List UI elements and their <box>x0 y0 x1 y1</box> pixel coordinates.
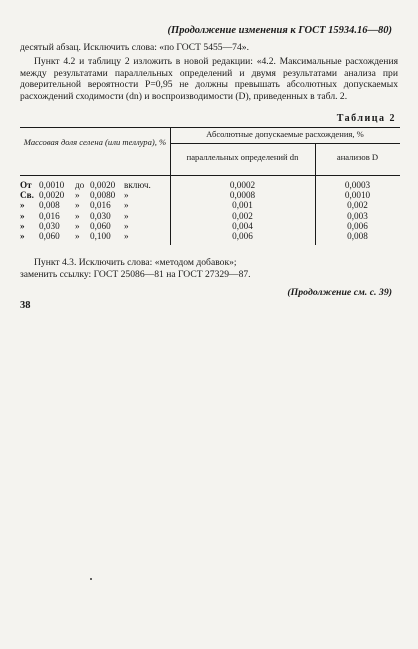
range-from: 0,0010 <box>39 180 65 190</box>
dn-cell: 0,004 <box>232 220 253 231</box>
tolerance-table <box>20 127 400 245</box>
table-row <box>20 231 400 241</box>
col-header-parallel: параллельных определений dn <box>186 152 299 162</box>
range-from: 0,008 <box>39 200 60 211</box>
range-from: 0,016 <box>39 210 60 221</box>
range-to: 0,0020 <box>90 180 116 190</box>
table-body <box>20 180 400 241</box>
range-mid: » <box>75 200 80 211</box>
range-mid: » <box>75 230 80 241</box>
d-cell: 0,003 <box>347 210 368 221</box>
table-row <box>20 211 400 221</box>
paragraph-2: Пункт 4.2 и таблицу 2 изложить в новой редакции: «4.2. Максимальные расхождения между результатами параллельных определений и двумя результатами анализа при доверительной вероятности Р=0,95 не должны превышать абсолютных допускаемых расхождений сходимости (dn) и воспроизводимости (D), приведенных в табл. 2. <box>20 56 398 102</box>
range-from: 0,060 <box>39 230 60 241</box>
dn-cell: 0,0002 <box>229 180 256 190</box>
range-cell <box>20 180 170 190</box>
range-prefix: » <box>20 200 25 211</box>
range-mid: » <box>75 190 80 201</box>
range-from: 0,030 <box>39 220 60 231</box>
range-to: 0,0080 <box>90 190 116 201</box>
d-cell: 0,008 <box>347 230 368 241</box>
col-header-analyses: анализов D <box>336 152 379 162</box>
range-mid: » <box>75 210 80 221</box>
range-prefix: Св. <box>20 190 34 201</box>
header-note: (Продолжение изменения к ГОСТ 15934.16—80) <box>167 25 392 36</box>
table-row <box>20 200 400 210</box>
range-to: 0,060 <box>90 220 111 231</box>
d-cell: 0,0010 <box>344 190 371 201</box>
range-mid: » <box>75 220 80 231</box>
range-cell <box>20 231 170 241</box>
paragraph-3: Пункт 4.3. Исключить слова: «методом добавок»; <box>34 257 237 268</box>
range-suffix: » <box>124 220 129 231</box>
range-to: 0,016 <box>90 200 111 211</box>
continuation-note: (Продолжение см. с. 39) <box>287 287 392 298</box>
dn-cell: 0,006 <box>232 230 253 241</box>
dn-cell: 0,001 <box>232 200 253 211</box>
range-suffix: включ. <box>124 180 151 190</box>
paragraph-1: десятый абзац. Исключить слова: «по ГОСТ 5455—74». <box>20 42 249 53</box>
range-mid: до <box>75 180 85 190</box>
range-to: 0,030 <box>90 210 111 221</box>
range-cell <box>20 190 170 200</box>
range-suffix: » <box>124 230 129 241</box>
table-row <box>20 221 400 231</box>
range-suffix: » <box>124 210 129 221</box>
range-from: 0,0020 <box>39 190 65 201</box>
dn-cell: 0,0008 <box>229 190 256 201</box>
table-top-rule <box>20 127 400 128</box>
d-cell: 0,002 <box>347 200 368 211</box>
range-prefix: » <box>20 230 25 241</box>
table-row <box>20 190 400 200</box>
range-to: 0,100 <box>90 230 111 241</box>
table-group-rule <box>170 143 400 144</box>
range-prefix: От <box>20 180 32 190</box>
d-cell: 0,006 <box>347 220 368 231</box>
dn-cell: 0,002 <box>232 210 253 221</box>
paragraph-4: заменить ссылку: ГОСТ 25086—81 на ГОСТ 27329—87. <box>20 269 251 280</box>
range-cell <box>20 200 170 210</box>
range-prefix: » <box>20 210 25 221</box>
page-number: 38 <box>20 300 31 311</box>
range-cell <box>20 211 170 221</box>
range-suffix: » <box>124 190 129 201</box>
d-cell: 0,0003 <box>344 180 371 190</box>
range-cell <box>20 221 170 231</box>
range-prefix: » <box>20 220 25 231</box>
col-group-header: Абсолютные допускаемые расхождения, % <box>206 129 364 139</box>
table-row <box>20 180 400 190</box>
col-header-mass-fraction: Массовая доля селена (или теллура), % <box>23 137 167 147</box>
range-suffix: » <box>124 200 129 211</box>
scan-speck <box>90 578 92 580</box>
table-header-rule <box>20 175 400 176</box>
table-title: Таблица 2 <box>336 113 396 124</box>
